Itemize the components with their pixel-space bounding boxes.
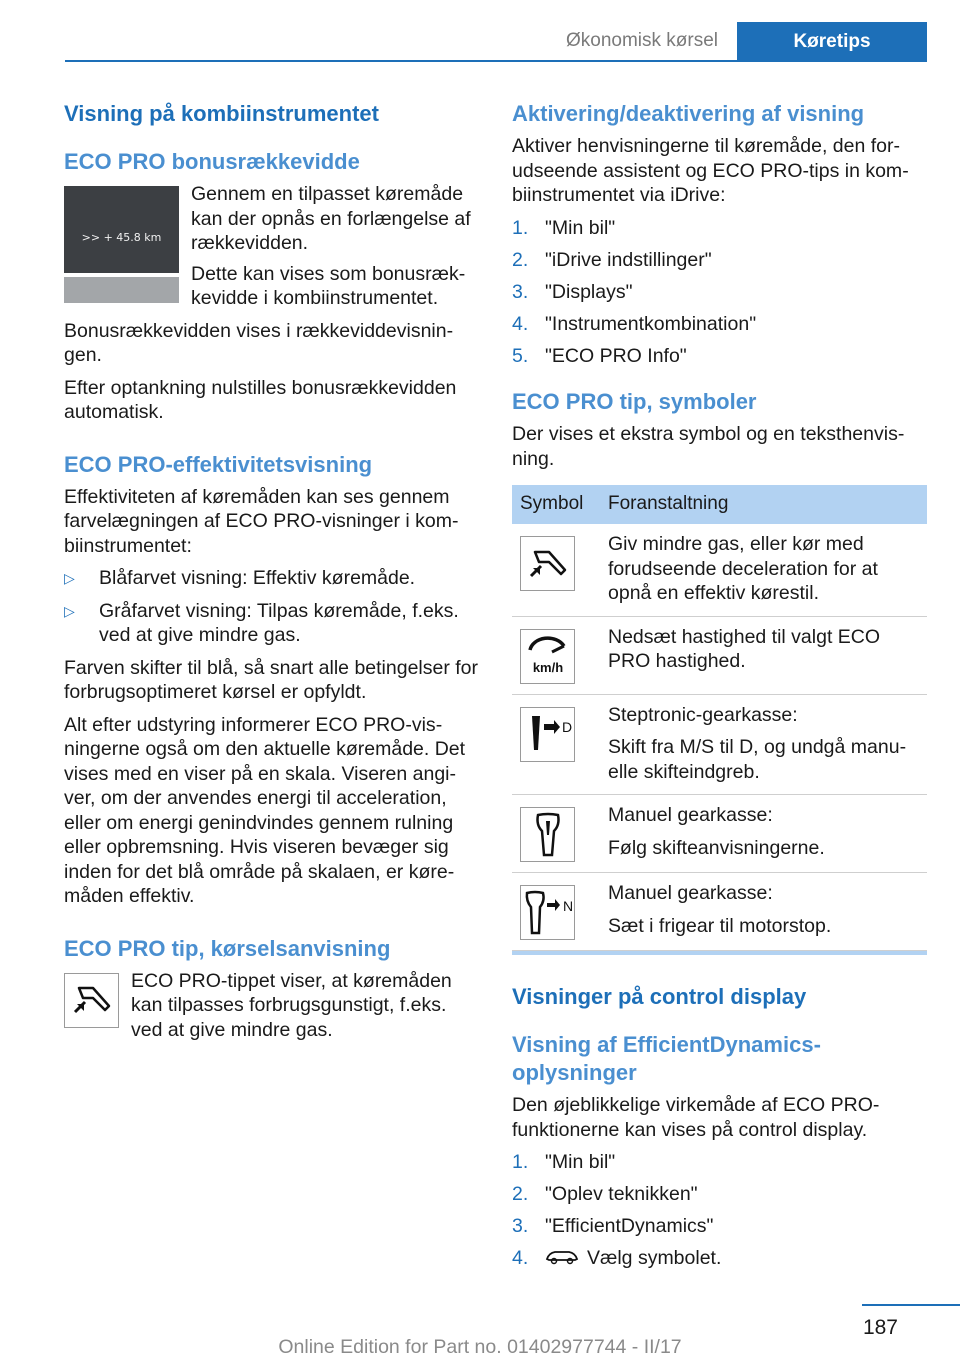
left-column: [64, 100, 479, 1042]
speedometer-kmh-icon: [520, 629, 575, 684]
efficiency-bullet-list: [64, 566, 479, 648]
list-item: 4. Vælg symbolet.: [512, 1246, 927, 1271]
header-section-title: Økonomisk kørsel: [565, 30, 718, 51]
table-row: Manuel gearkasse: Følg skifteanvisningerne.: [512, 795, 927, 873]
footer-rule: [862, 1304, 960, 1306]
footer-edition: Online Edition for Part no. 01402977744 - II/17: [278, 1336, 682, 1358]
heading-display-instrument: Visning på kombiinstrumentet: [64, 101, 379, 126]
list-item: 4. "Instrumentkombination": [512, 312, 757, 335]
heading-efficientdynamics-info: Visning af EfficientDynamics-oplysninger: [512, 1032, 821, 1085]
tip-block: [64, 969, 479, 1043]
right-column: [512, 100, 927, 1279]
bonus-range-block: [64, 182, 479, 311]
list-item: 3. "EfficientDynamics": [512, 1215, 714, 1237]
control-display-steps-list: [512, 1150, 927, 1271]
list-item: 2. "Oplev teknikken": [512, 1183, 698, 1205]
table-row: km/h Nedsæt hastighed til valgt ECO PRO hastighed.: [512, 616, 927, 694]
bonus-para-4: Efter optankning nulstilles bonusrækkevidden automatisk.: [64, 376, 457, 423]
table-row: D Steptronic-gearkasse: Skift fra M/S til D, og undgå manuelle skifteindgreb.: [512, 694, 927, 795]
efficiency-para-3: Alt efter udstyring informerer ECO PRO-visningerne også om den aktuelle køremåde. Det vises med en viser på en skala. Viseren angiver, om der anvendes energi til acceleration, eller om energi genindvindes gennem rulning eller opbremsning. Hvis viseren bevæger sig inden for det blå område på skalaen, er køremåden effektiv.: [64, 713, 466, 907]
col-header-action: Foranstaltning: [600, 485, 927, 524]
triangle-bullet-icon: ▷: [64, 570, 75, 586]
list-item: ▷ Blåfarvet visning: Effektiv køremåde.: [64, 567, 416, 589]
gear-d-label: D: [561, 719, 572, 735]
efficiency-para-1: Effektiviteten af køremåden kan ses gennem farvelægningen af ECO PRO-visninger i kombiinstrumentet:: [64, 485, 459, 557]
list-item: 5. "ECO PRO Info": [512, 344, 687, 367]
activate-steps-list: [512, 216, 927, 369]
page-header: [65, 22, 927, 62]
eco-pedal-icon: [520, 536, 575, 591]
heading-activate-display: Aktivering/deaktivering af visning: [512, 101, 865, 126]
tip-para-1: ECO PRO-tippet viser, at køremåden kan tilpasses forbrugsgunstigt, f.eks. ved at give mindre gas.: [131, 969, 452, 1041]
list-item: ▷ Gråfarvet visning: Tilpas køremåde, f.eks. ved at give mindre gas.: [64, 599, 459, 646]
symbols-para-1: Der vises et ekstra symbol og en teksthenvisning.: [512, 423, 905, 470]
heading-control-display: Visninger på control display: [512, 984, 807, 1009]
activate-para-1: Aktiver henvisningerne til køremåde, den forudseende assistent og ECO PRO-tips in kombiinstrumentet via iDrive:: [512, 135, 909, 206]
efficiency-para-2: Farven skifter til blå, så snart alle betingelser for forbrugsoptimeret kørsel er opfyldt.: [64, 656, 479, 703]
table-row: Giv mindre gas, eller kør med forudseende deceleration for at opnå en effektiv kørestil.: [512, 524, 927, 616]
heading-eco-pro-bonus-range: ECO PRO bonusrækkevidde: [64, 149, 360, 174]
steptronic-shift-d-icon: [520, 707, 575, 762]
list-item: 2. "iDrive indstillinger": [512, 248, 712, 271]
instrument-cluster-image: [64, 186, 179, 303]
list-item: 1. "Min bil": [512, 1151, 616, 1173]
bonus-para-3: Bonusrækkevidden vises i rækkeviddevisningen.: [64, 319, 454, 366]
bonus-para-1: Gennem en tilpasset køremåde kan der opnås en forlængelse af rækkevidden.: [191, 183, 471, 254]
eco-pedal-icon: [64, 973, 119, 1028]
list-item: 3. "Displays": [512, 280, 633, 303]
table-row: N Manuel gearkasse: Sæt i frigear til motorstop.: [512, 873, 927, 951]
bonus-range-readout: >> + 45.8 km: [81, 231, 162, 244]
kmh-label: km/h: [532, 660, 563, 675]
header-chapter-tab: Køretips: [737, 22, 927, 62]
col-header-symbol: Symbol: [512, 485, 600, 524]
manual-shift-icon: [520, 807, 575, 862]
manual-neutral-n-icon: [520, 885, 575, 940]
gear-n-label: N: [562, 897, 573, 914]
table-header-row: [512, 485, 927, 524]
efficientdynamics-car-icon: [545, 1247, 579, 1272]
page-number: 187: [862, 1316, 898, 1339]
header-rule: [65, 60, 927, 62]
bonus-para-2: Dette kan vises som bonusrækkevidde i kombiinstrumentet.: [191, 262, 466, 309]
heading-eco-pro-tip-symbols: ECO PRO tip, symboler: [512, 389, 757, 414]
heading-eco-pro-tip-driving: ECO PRO tip, kørselsanvisning: [64, 935, 391, 961]
control-display-para-1: Den øjeblikkelige virkemåde af ECO PRO-funktionerne kan vises på control display.: [512, 1094, 880, 1141]
triangle-bullet-icon: ▷: [64, 602, 75, 619]
symbol-table: [512, 485, 927, 951]
list-item: 1. "Min bil": [512, 216, 616, 239]
heading-eco-pro-efficiency: ECO PRO-effektivitetsvisning: [64, 451, 373, 477]
table-end-rule: [512, 951, 927, 955]
